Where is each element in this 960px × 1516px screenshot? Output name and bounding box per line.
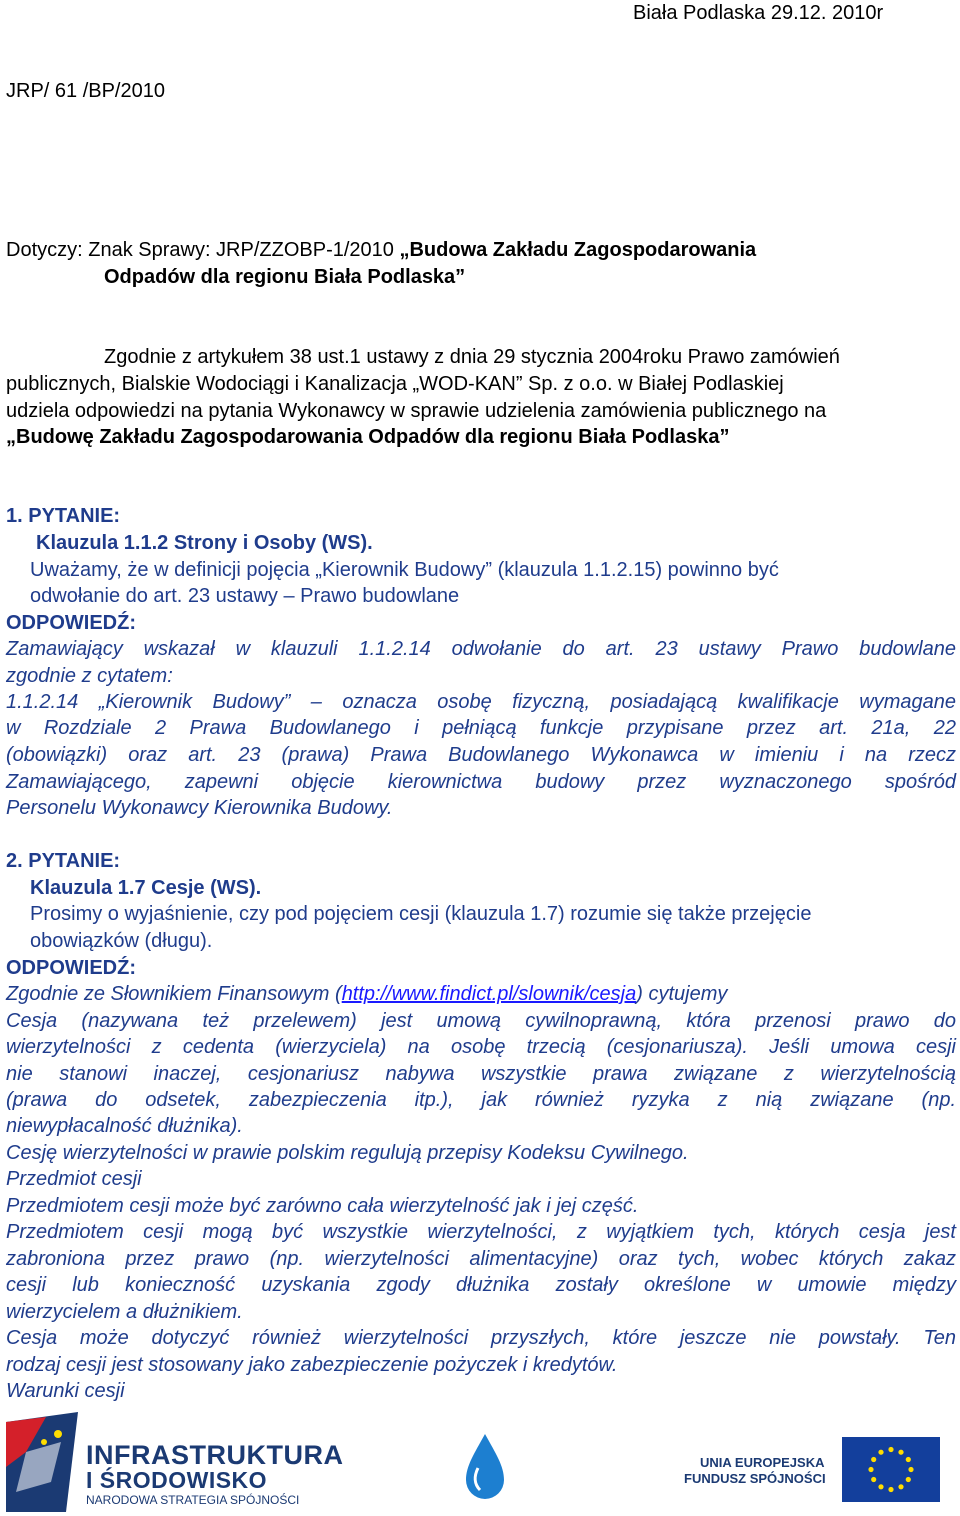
q1-clause: Klauzula 1.1.2 Strony i Osoby (WS). (36, 532, 373, 554)
q2-question-1: Prosimy o wyjaśnienie, czy pod pojęciem cesji (klauzula 1.7) rozumie się także przejęcie (30, 903, 812, 925)
q2-answer-label: ODPOWIEDŹ: (6, 957, 136, 979)
eu-star (888, 1487, 893, 1492)
q1-answer-label: ODPOWIEDŹ: (6, 612, 136, 634)
q2-answer-line: rodzaj cesji jest stosowany jako zabezpieczenie pożyczek i kredytów. (6, 1354, 618, 1376)
q2-answer-line: zabroniona przez prawo (np. wierzytelności alimentacyjne) oraz tych, wobec których zakaz (6, 1248, 956, 1270)
q2-answer-line: Przedmiotem cesji mogą być wszystkie wierzytelności, z wyjątkiem tych, których cesja jest (6, 1221, 956, 1243)
eu-star (871, 1457, 876, 1462)
q2-answer-line: (prawa do odsetek, zabezpieczenia itp.), jak również ryzyka z nią związane (np. (6, 1089, 956, 1111)
eu-star (908, 1467, 913, 1472)
intro-line-3: udziela odpowiedzi na pytania Wykonawcy w sprawie udzielenia zamówienia publicznego na (6, 400, 827, 422)
q2-answer-line: wierzytelności z cedenta (wierzyciela) na osobę trzecią (cesjonariusza). Jeśli umowa cesji (6, 1036, 956, 1058)
subject-line (6, 239, 756, 262)
intro-line-2: publicznych, Bialskie Wodociągi i Kanalizacja „WOD-KAN” Sp. z o.o. w Białej Podlaskiej (6, 373, 784, 395)
q1-answer-line: Personelu Wykonawcy Kierownika Budowy. (6, 797, 393, 819)
q2-source-line (6, 983, 727, 1006)
eu-logo-line2: FUNDUSZ SPÓJNOŚCI (684, 1471, 826, 1486)
q2-clause: Klauzula 1.7 Cesje (WS). (30, 877, 262, 899)
eu-logo-line1: UNIA EUROPEJSKA (700, 1455, 825, 1470)
q2-source-prefix: Zgodnie ze Słownikiem Finansowym ( (6, 983, 342, 1005)
eu-star (868, 1467, 873, 1472)
infrastruktura-flag-icon (6, 1412, 78, 1512)
eu-star (888, 1447, 893, 1452)
q1-answer-line: zgodnie z cytatem: (6, 665, 173, 687)
q2-answer-line: Przedmiot cesji (6, 1168, 142, 1190)
q2-answer-line: Cesja może dotyczyć również wierzytelności przyszłych, które jeszcze nie powstały. Ten (6, 1327, 956, 1349)
reference-number: JRP/ 61 /BP/2010 (6, 80, 165, 102)
q1-answer-line: Zamawiającego, zapewni objęcie kierownictwa budowy przez wyznaczonego spośród (6, 771, 956, 793)
eu-flag-icon (842, 1437, 940, 1502)
q2-answer-line: nie stanowi inaczej, cesjonariusz nabywa wszystkie prawa związane z wierzytelnością (6, 1063, 956, 1085)
eu-star (898, 1484, 903, 1489)
q2-answer-line: Warunki cesji (6, 1380, 125, 1402)
intro-line-4: „Budowę Zakładu Zagospodarowania Odpadów dla regionu Biała Podlaska” (6, 426, 730, 448)
q1-answer-line: (obowiązki) oraz art. 23 (prawa) Prawa Budowlanego Wykonawca w imieniu i na rzecz (6, 744, 956, 766)
q2-answer-line: cesji lub konieczność uzyskania zgody dłużnika zostały określone w umowie między (6, 1274, 956, 1296)
infrastruktura-logo-line2: I ŚRODOWISKO (86, 1467, 268, 1493)
eu-star (878, 1450, 883, 1455)
eu-star (878, 1484, 883, 1489)
q2-answer-line: Cesję wierzytelności w prawie polskim regulują przepisy Kodeksu Cywilnego. (6, 1142, 689, 1164)
q2-question-2: obowiązków (długu). (30, 930, 213, 952)
place-date: Biała Podlaska 29.12. 2010r (633, 2, 884, 24)
infrastruktura-logo-line3: NARODOWA STRATEGIA SPÓJNOŚCI (86, 1493, 300, 1507)
q1-answer-line: 1.1.2.14 „Kierownik Budowy” – oznacza osobę fizyczną, posiadającą kwalifikacje wymagane (6, 691, 956, 713)
q1-answer-line: w Rozdziale 2 Prawa Budowlanego i pełniącą funkcje przypisane przez art. 21a, 22 (6, 717, 956, 739)
q2-answer-line: Cesja (nazywana też przelewem) jest umową cywilnoprawną, która przenosi prawo do (6, 1010, 956, 1032)
q1-question-2: odwołanie do art. 23 ustawy – Prawo budowlane (30, 585, 460, 607)
q2-answer-line: niewypłacalność dłużnika). (6, 1115, 243, 1137)
eu-star (906, 1457, 911, 1462)
q1-question-1: Uważamy, że w definicji pojęcia „Kierownik Budowy” (klauzula 1.1.2.15) powinno być (30, 559, 779, 581)
q1-heading: 1. PYTANIE: (6, 505, 121, 527)
q2-answer-line: Przedmiotem cesji może być zarówno cała wierzytelność jak i jej część. (6, 1195, 639, 1217)
q1-answer-line: Zamawiający wskazał w klauzuli 1.1.2.14 odwołanie do art. 23 ustawy Prawo budowlane (6, 638, 956, 660)
water-drop-logo-icon (462, 1432, 508, 1504)
q2-answer-line: wierzycielem a dłużnikiem. (6, 1301, 243, 1323)
intro-line-1: Zgodnie z artykułem 38 ust.1 ustawy z dnia 29 stycznia 2004roku Prawo zamówień (104, 346, 840, 368)
subject-prefix: Dotyczy: Znak Sprawy: JRP/ZZOBP-1/2010 (6, 239, 400, 261)
subject-title-2: Odpadów dla regionu Biała Podlaska” (104, 266, 466, 288)
q2-source-suffix: ) cytujemy (636, 983, 728, 1005)
eu-star (906, 1477, 911, 1482)
subject-title-1: „Budowa Zakładu Zagospodarowania (399, 239, 757, 261)
findict-link[interactable]: http://www.findict.pl/slownik/cesja (341, 983, 637, 1005)
eu-star (898, 1450, 903, 1455)
q2-heading: 2. PYTANIE: (6, 850, 121, 872)
eu-star (871, 1477, 876, 1482)
infrastruktura-logo-line1: INFRASTRUKTURA (86, 1440, 344, 1470)
